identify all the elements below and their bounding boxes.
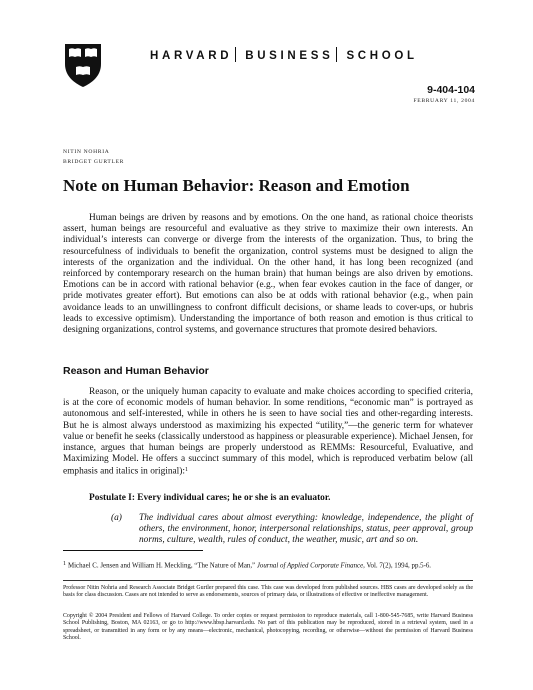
masthead — [150, 47, 490, 62]
author-list — [63, 147, 124, 167]
author-name: BRIDGET GURTLER — [63, 159, 125, 165]
masthead-word: SCHOOL — [346, 50, 418, 62]
masthead-divider — [336, 47, 337, 62]
document-title: Note on Human Behavior: Reason and Emotion — [63, 176, 410, 195]
author-name: NITIN NOHRIA — [63, 149, 110, 155]
section-paragraph-text: Reason, or the uniquely human capacity to evaluate and make choices according to specified criteria, is at the core of economic models of human behavior. In some renditions, “economic man” is portrayed as autonomous and self-interested, while in others he is seen to have social ties and other-regarding interests. But he is almost always understood as maximizing his expected “utility,”—the generic term for whatever value or benefit he seeks (classically understood as happiness or pleasurable experience). Michael Jensen, for instance, argues that human beings are properly understood as REMMs: Resourceful, Evaluative, and Maximizing Model. He offers a succinct summary of this model, which is reproduced verbatim below (all emphasis and italics in original): — [63, 387, 473, 477]
masthead-word: BUSINESS — [245, 50, 334, 62]
masthead-divider — [235, 47, 236, 62]
footnote-marker: 1 — [63, 561, 66, 567]
fine-print-divider — [63, 580, 473, 581]
footnote — [63, 560, 483, 571]
footnote-text-end: , Vol. 7(2), 1994, pp.5-6. — [363, 562, 432, 570]
list-item-marker: (a) — [111, 513, 122, 523]
footnote-reference: 1 — [184, 467, 188, 474]
masthead-word: HARVARD — [150, 50, 233, 62]
intro-paragraph: Human beings are driven by reasons and by emotions. On the one hand, as rational choice theorists assert, human beings are resourceful and evaluative as they strive to maximize their own interests. An individual’s interests can converge or diverge from the interests of the organization. Thus, to bring the resourcefulness of individuals to benefit the organization, control systems must be designed to align the interests of the organization and the individual. On the other hand, it has long been recognized (and reinforced by contemporary research on the human brain) that human beings are also driven by emotions. Emotions can be in accord with rational behavior (e.g., when fear evokes caution in the face of danger, or pride motivates greater effort). But emotions can also be at odds with rational behavior (e.g., when pain avoidance leads to an unwillingness to confront difficult decisions, or shame leads to cover-ups, or hubris leads to excessive optimism). Understanding the importance of both reason and emotion is thus critical to designing organizations, control systems, and governance structures that promote desired behaviors. — [63, 213, 473, 336]
list-item-text: The individual cares about almost everything: knowledge, independence, the plight of others, the environment, honor, interpersonal relationships, status, peer approval, group norms, culture, wealth, rules of conduct, the weather, music, art and so on. — [139, 513, 473, 546]
preparation-note: Professor Nitin Nohria and Research Associate Bridget Gurtler prepared this case. This case was developed from published sources. HBS cases are developed solely as the basis for class discussion. Cases are not intended to serve as endorsements, sources of primary data, or illustrations of effective or ineffective management. — [63, 585, 473, 599]
document-date: FEBRUARY 11, 2004 — [413, 98, 475, 104]
footnote-journal: Journal of Applied Corporate Finance — [256, 562, 364, 570]
footnote-text: Michael C. Jensen and William H. Meckling, “The Nature of Man,” — [68, 562, 257, 570]
section-paragraph — [63, 387, 473, 478]
copyright-notice: Copyright © 2004 President and Fellows of Harvard College. To order copies or request permission to reproduce materials, call 1-800-545-7685, write Harvard Business School Publishing, Boston, MA 02163, or go to http://www.hbsp.harvard.edu. No part of this publication may be reproduced, stored in a retrieval system, used in a spreadsheet, or transmitted in any form or by any means—electronic, mechanical, photocopying, recording, or otherwise—without the permission of Harvard Business School. — [63, 613, 473, 642]
document-number: 9-404-104 — [427, 84, 475, 96]
section-heading: Reason and Human Behavior — [63, 365, 209, 377]
harvard-shield-logo — [63, 42, 103, 88]
footnote-divider — [63, 550, 203, 551]
postulate-heading: Postulate I: Every individual cares; he or she is an evaluator. — [89, 493, 331, 503]
